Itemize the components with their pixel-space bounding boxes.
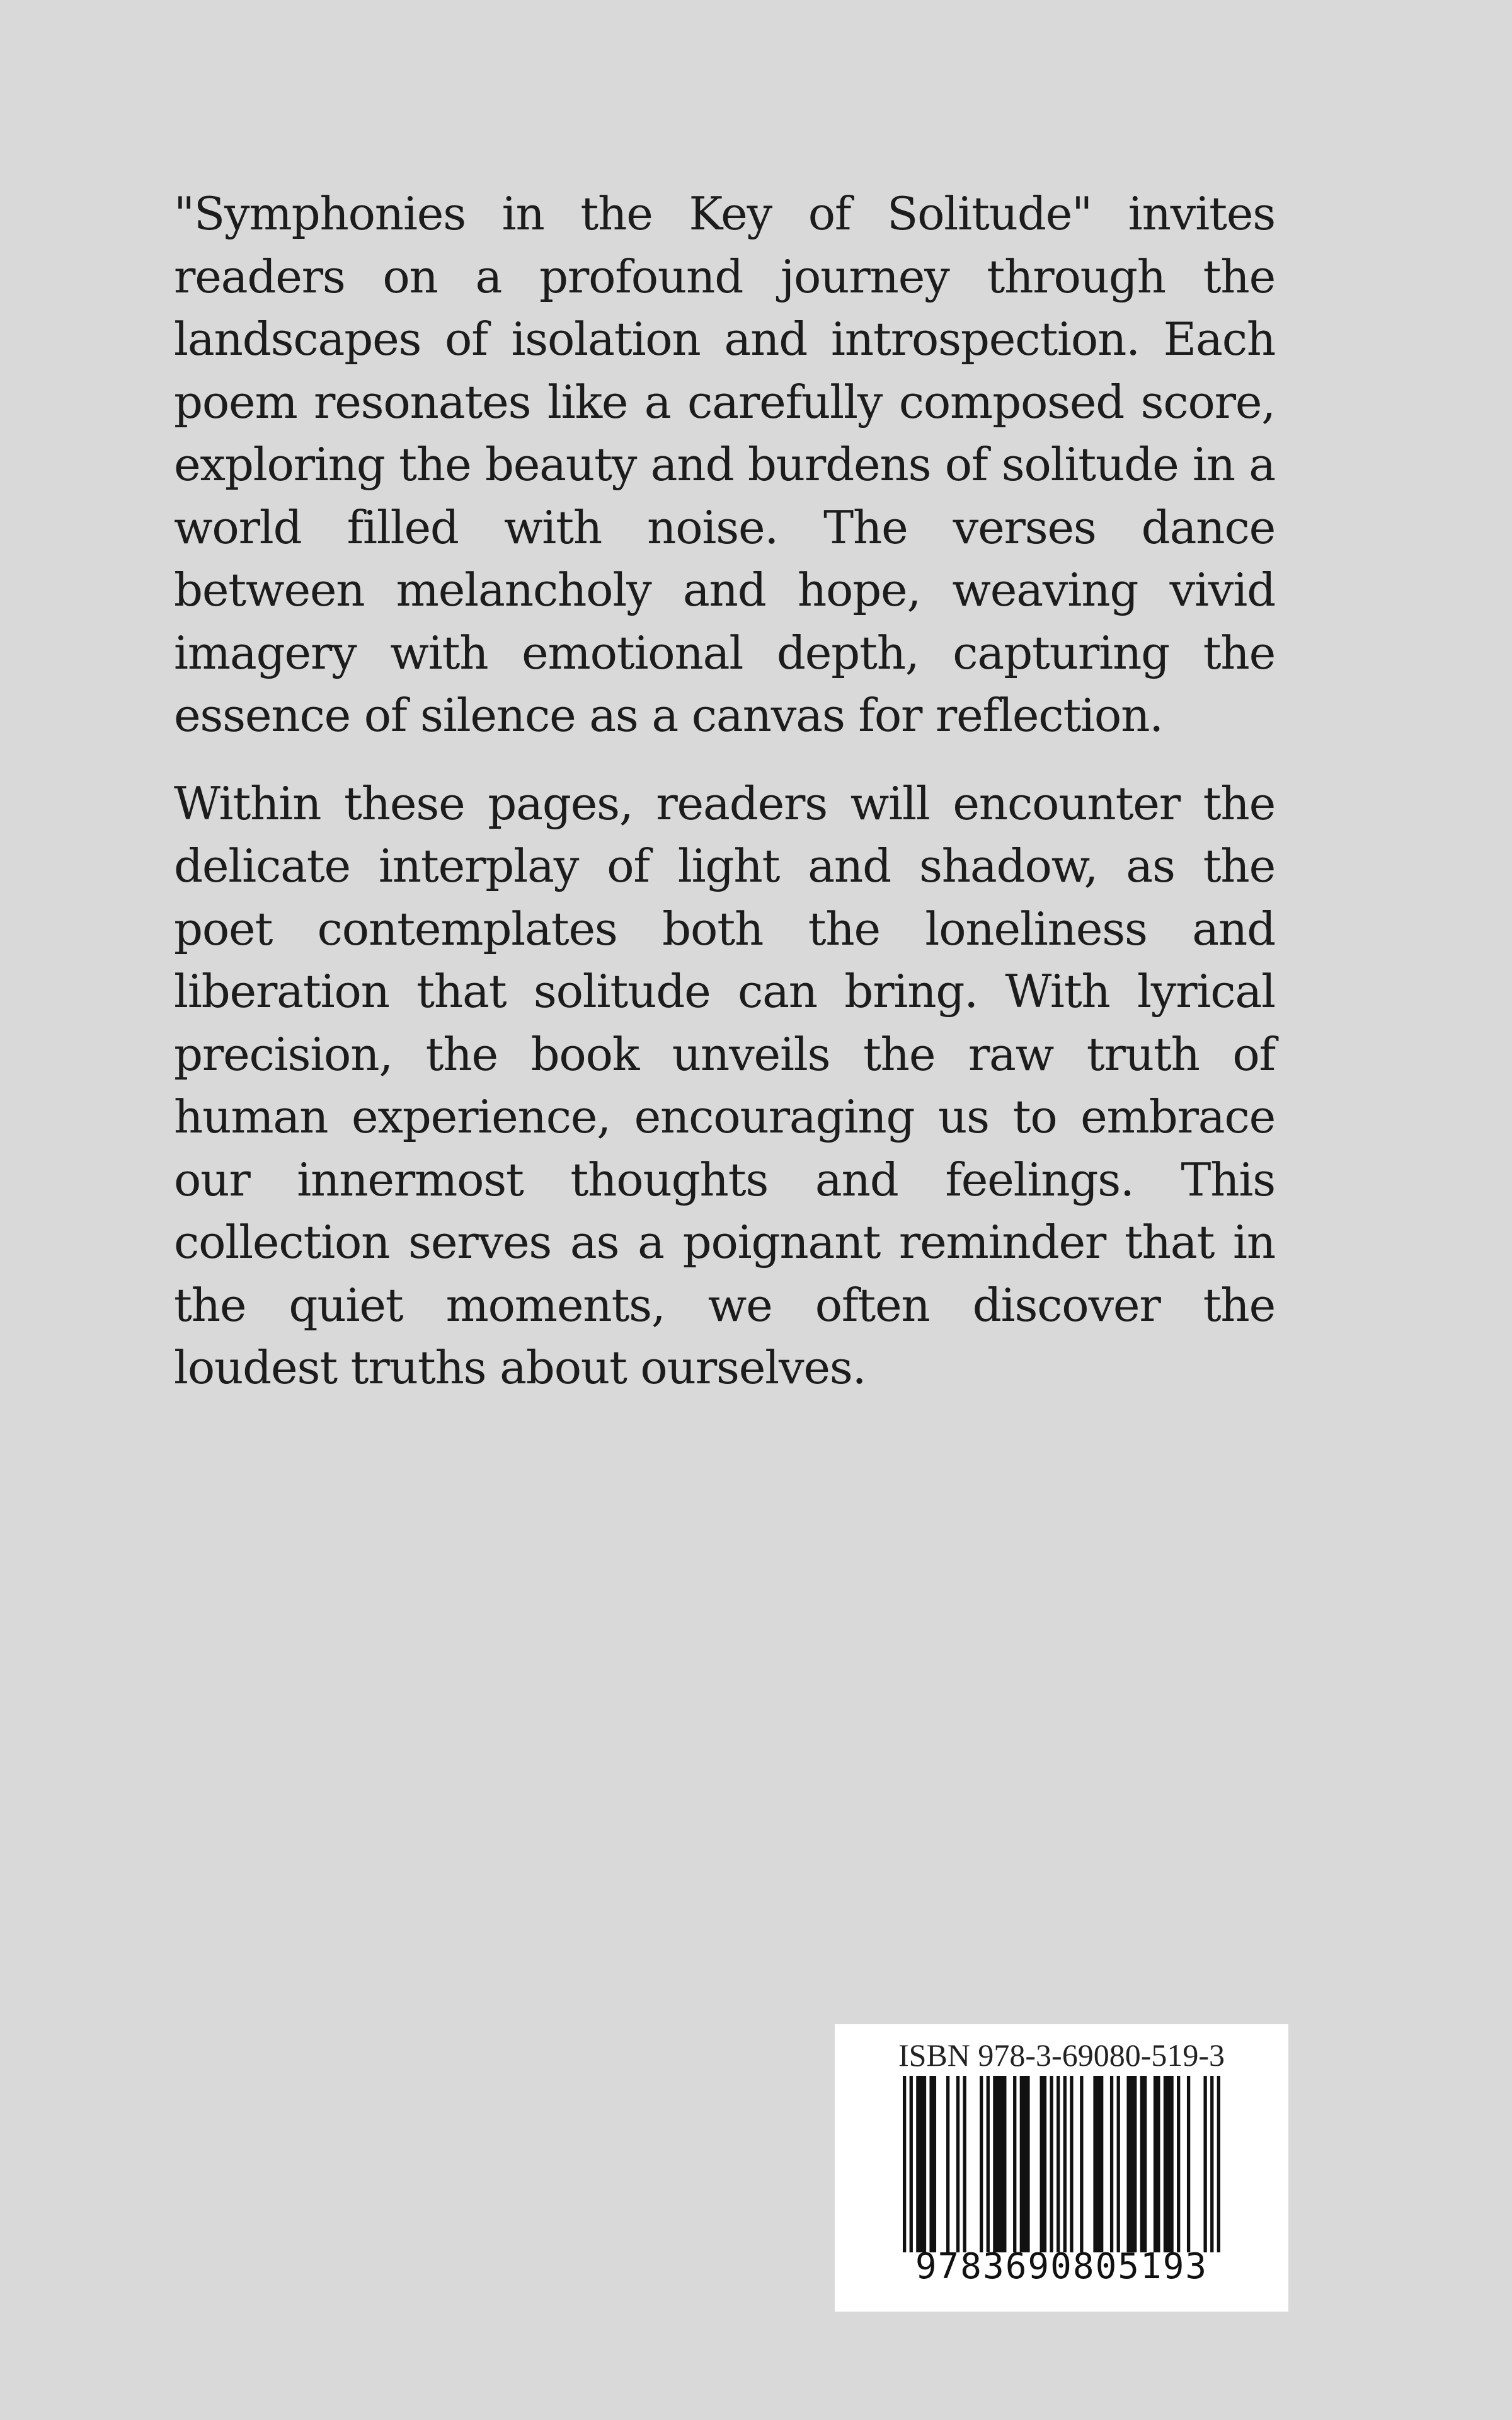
barcode-bar-9 xyxy=(993,2076,1006,2252)
barcode-bar-11 xyxy=(1020,2076,1030,2252)
barcode-bar-14 xyxy=(1057,2076,1060,2252)
barcode-bar-7 xyxy=(980,2076,983,2252)
barcode-bar-29 xyxy=(1217,2076,1220,2252)
barcode-bar-3 xyxy=(929,2076,936,2252)
barcode-bar-5 xyxy=(956,2076,959,2252)
barcode-icon xyxy=(903,2076,1220,2252)
barcode-bar-15 xyxy=(1063,2076,1067,2252)
barcode-bar-23 xyxy=(1154,2076,1160,2252)
barcode-bar-10 xyxy=(1013,2076,1016,2252)
barcode-bar-6 xyxy=(963,2076,966,2252)
blurb-paragraph-1: "Symphonies in the Key of Solitude" invites readers on a profound journey through the landscapes of isolation and introspection. Each poem resonates like a carefully composed score, exploring the beauty and burdens of solitude in a world filled with noise. The verses dance between melancholy and hope, weaving vivid imagery with emotional depth, capturing the essence of silence as a canvas for reflection. xyxy=(174,187,1275,742)
blurb-paragraph-2: Within these pages, readers will encounter the delicate interplay of light and shadow, as the poet contemplates both the loneliness and liberation that solitude can bring. With lyrical precision, the book unveils the raw truth of human experience, encouraging us to embrace our innermost thoughts and feelings. This collection serves as a poignant reminder that in the quiet moments, we often discover the loudest truths about ourselves. xyxy=(174,776,1275,1394)
barcode-bar-19 xyxy=(1110,2076,1113,2252)
barcode-bar-20 xyxy=(1117,2076,1120,2252)
barcode-bar-16 xyxy=(1070,2076,1073,2252)
barcode-bar-18 xyxy=(1093,2076,1103,2252)
barcode-bar-27 xyxy=(1203,2076,1206,2252)
barcode-bar-22 xyxy=(1140,2076,1147,2252)
barcode-bar-21 xyxy=(1126,2076,1137,2252)
barcode-bar-4 xyxy=(946,2076,949,2252)
barcode-bar-8 xyxy=(987,2076,990,2252)
barcode-bar-2 xyxy=(916,2076,926,2252)
barcode-bar-28 xyxy=(1210,2076,1213,2252)
isbn-label: ISBN 978-3-69080-519-3 xyxy=(898,2037,1225,2073)
barcode-number: 9783690805193 xyxy=(915,2246,1208,2287)
barcode-bar-17 xyxy=(1080,2076,1083,2252)
barcode-bar-24 xyxy=(1164,2076,1174,2252)
barcode-bar-1 xyxy=(910,2076,913,2252)
isbn-barcode-box xyxy=(835,2024,1288,2312)
barcode-bar-25 xyxy=(1177,2076,1180,2252)
barcode-bar-26 xyxy=(1187,2076,1190,2252)
barcode-bar-0 xyxy=(903,2076,906,2252)
barcode-bar-12 xyxy=(1040,2076,1047,2252)
barcode-bar-13 xyxy=(1050,2076,1053,2252)
cover-blurb xyxy=(174,183,1275,1425)
